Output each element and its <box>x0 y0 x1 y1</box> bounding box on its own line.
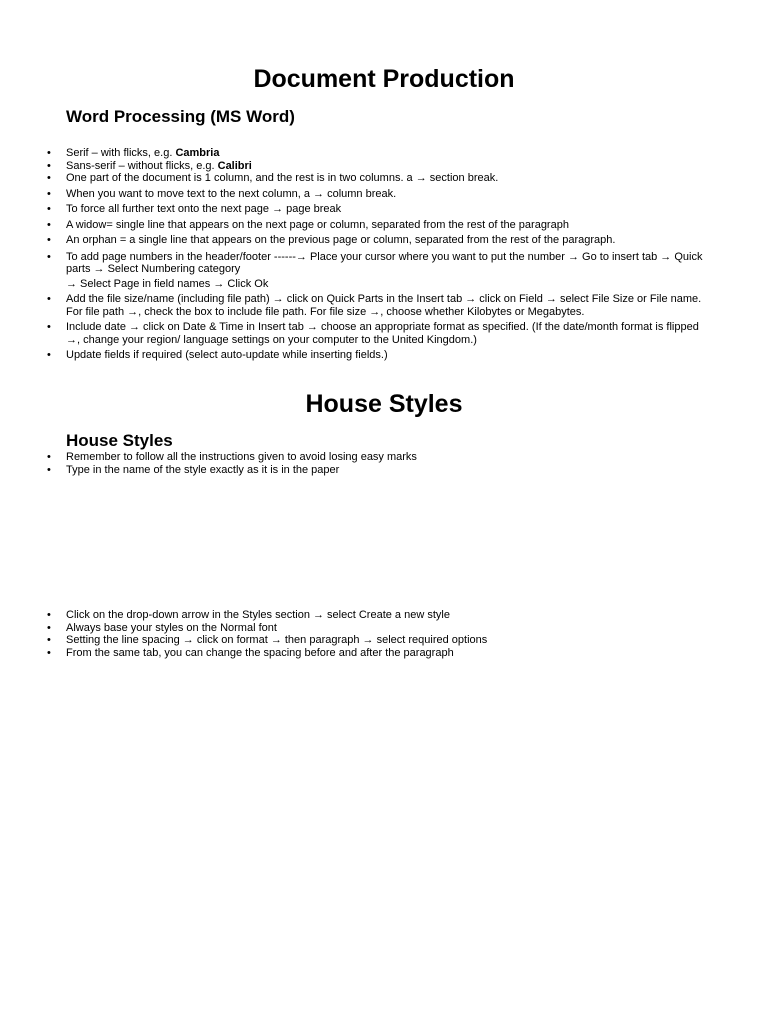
list-item <box>0 634 710 647</box>
list-item <box>0 251 710 291</box>
list-item-text: Click on the drop-down arrow in the Styles section → select Create a new style <box>66 609 450 621</box>
list-item-text: Type in the name of the style exactly as it is in the paper <box>66 463 340 476</box>
list-item-text: One part of the document is 1 column, and the rest is in two columns. a → section break. <box>66 172 499 184</box>
list-item <box>0 203 710 216</box>
list-item <box>0 219 710 232</box>
list-item <box>0 172 710 185</box>
list-item-text: From the same tab, you can change the spacing before and after the paragraph <box>66 646 454 659</box>
list-item-text: Add the file size/name (including file path) → click on Quick Parts in the Insert tab → click on Field → select File Size or File name. For file path →, check the box to include file path. For file size →, choose whether Kilobytes or Megabytes. <box>66 293 702 318</box>
section-subtitle-house-styles: House Styles <box>66 431 173 450</box>
list-item <box>0 609 710 622</box>
list-item-continuation: → Select Page in field names → Click Ok <box>66 277 269 290</box>
list-item <box>0 234 710 247</box>
list-item <box>0 622 710 635</box>
list-item <box>0 147 710 160</box>
list-item <box>0 647 710 660</box>
list-item-text: Sans-serif – without flicks, e.g. <box>66 159 218 172</box>
list-item-text: An orphan = a single line that appears on the previous page or column, separated from the rest of the paragraph. <box>66 234 616 246</box>
list-item <box>0 188 710 201</box>
font-example-bold: Calibri <box>217 159 252 172</box>
house-styles-bullet-list-b <box>0 609 710 659</box>
page-title: Document Production <box>253 65 515 93</box>
house-styles-bullet-list-a <box>0 451 710 476</box>
list-item-text: Serif – with flicks, e.g. <box>66 147 176 159</box>
font-example-bold: Cambria <box>175 147 220 159</box>
section-subtitle-word-processing: Word Processing (MS Word) <box>66 107 295 126</box>
list-item <box>0 349 710 362</box>
list-item-text: Remember to follow all the instructions given to avoid losing easy marks <box>66 451 417 463</box>
list-item-text: To add page numbers in the header/footer ------→ Place your cursor where you want to put the number → Go to insert tab → Quick parts → Select Numbering category <box>66 250 703 275</box>
list-item-text: Update fields if required (select auto-update while inserting fields.) <box>66 349 388 361</box>
list-item-text: Include date → click on Date & Time in Insert tab → choose an appropriate format as specified. (If the date/month format is flipped →, change your region/ language settings on your computer to the United Kingdom.) <box>66 321 699 346</box>
list-item-text: When you want to move text to the next column, a → column break. <box>66 187 397 200</box>
list-item <box>0 160 710 173</box>
list-item-text: Always base your styles on the Normal font <box>66 621 277 634</box>
list-item <box>0 293 710 318</box>
section-title-house-styles: House Styles <box>305 390 463 418</box>
list-item <box>0 464 710 477</box>
list-item-text: A widow= single line that appears on the next page or column, separated from the rest of the paragraph <box>66 218 569 231</box>
list-item <box>0 321 710 346</box>
list-item-text: To force all further text onto the next page → page break <box>66 203 342 215</box>
list-item-text: Setting the line spacing → click on format → then paragraph → select required options <box>66 634 488 646</box>
word-processing-bullet-list <box>0 147 710 362</box>
list-item <box>0 451 710 464</box>
